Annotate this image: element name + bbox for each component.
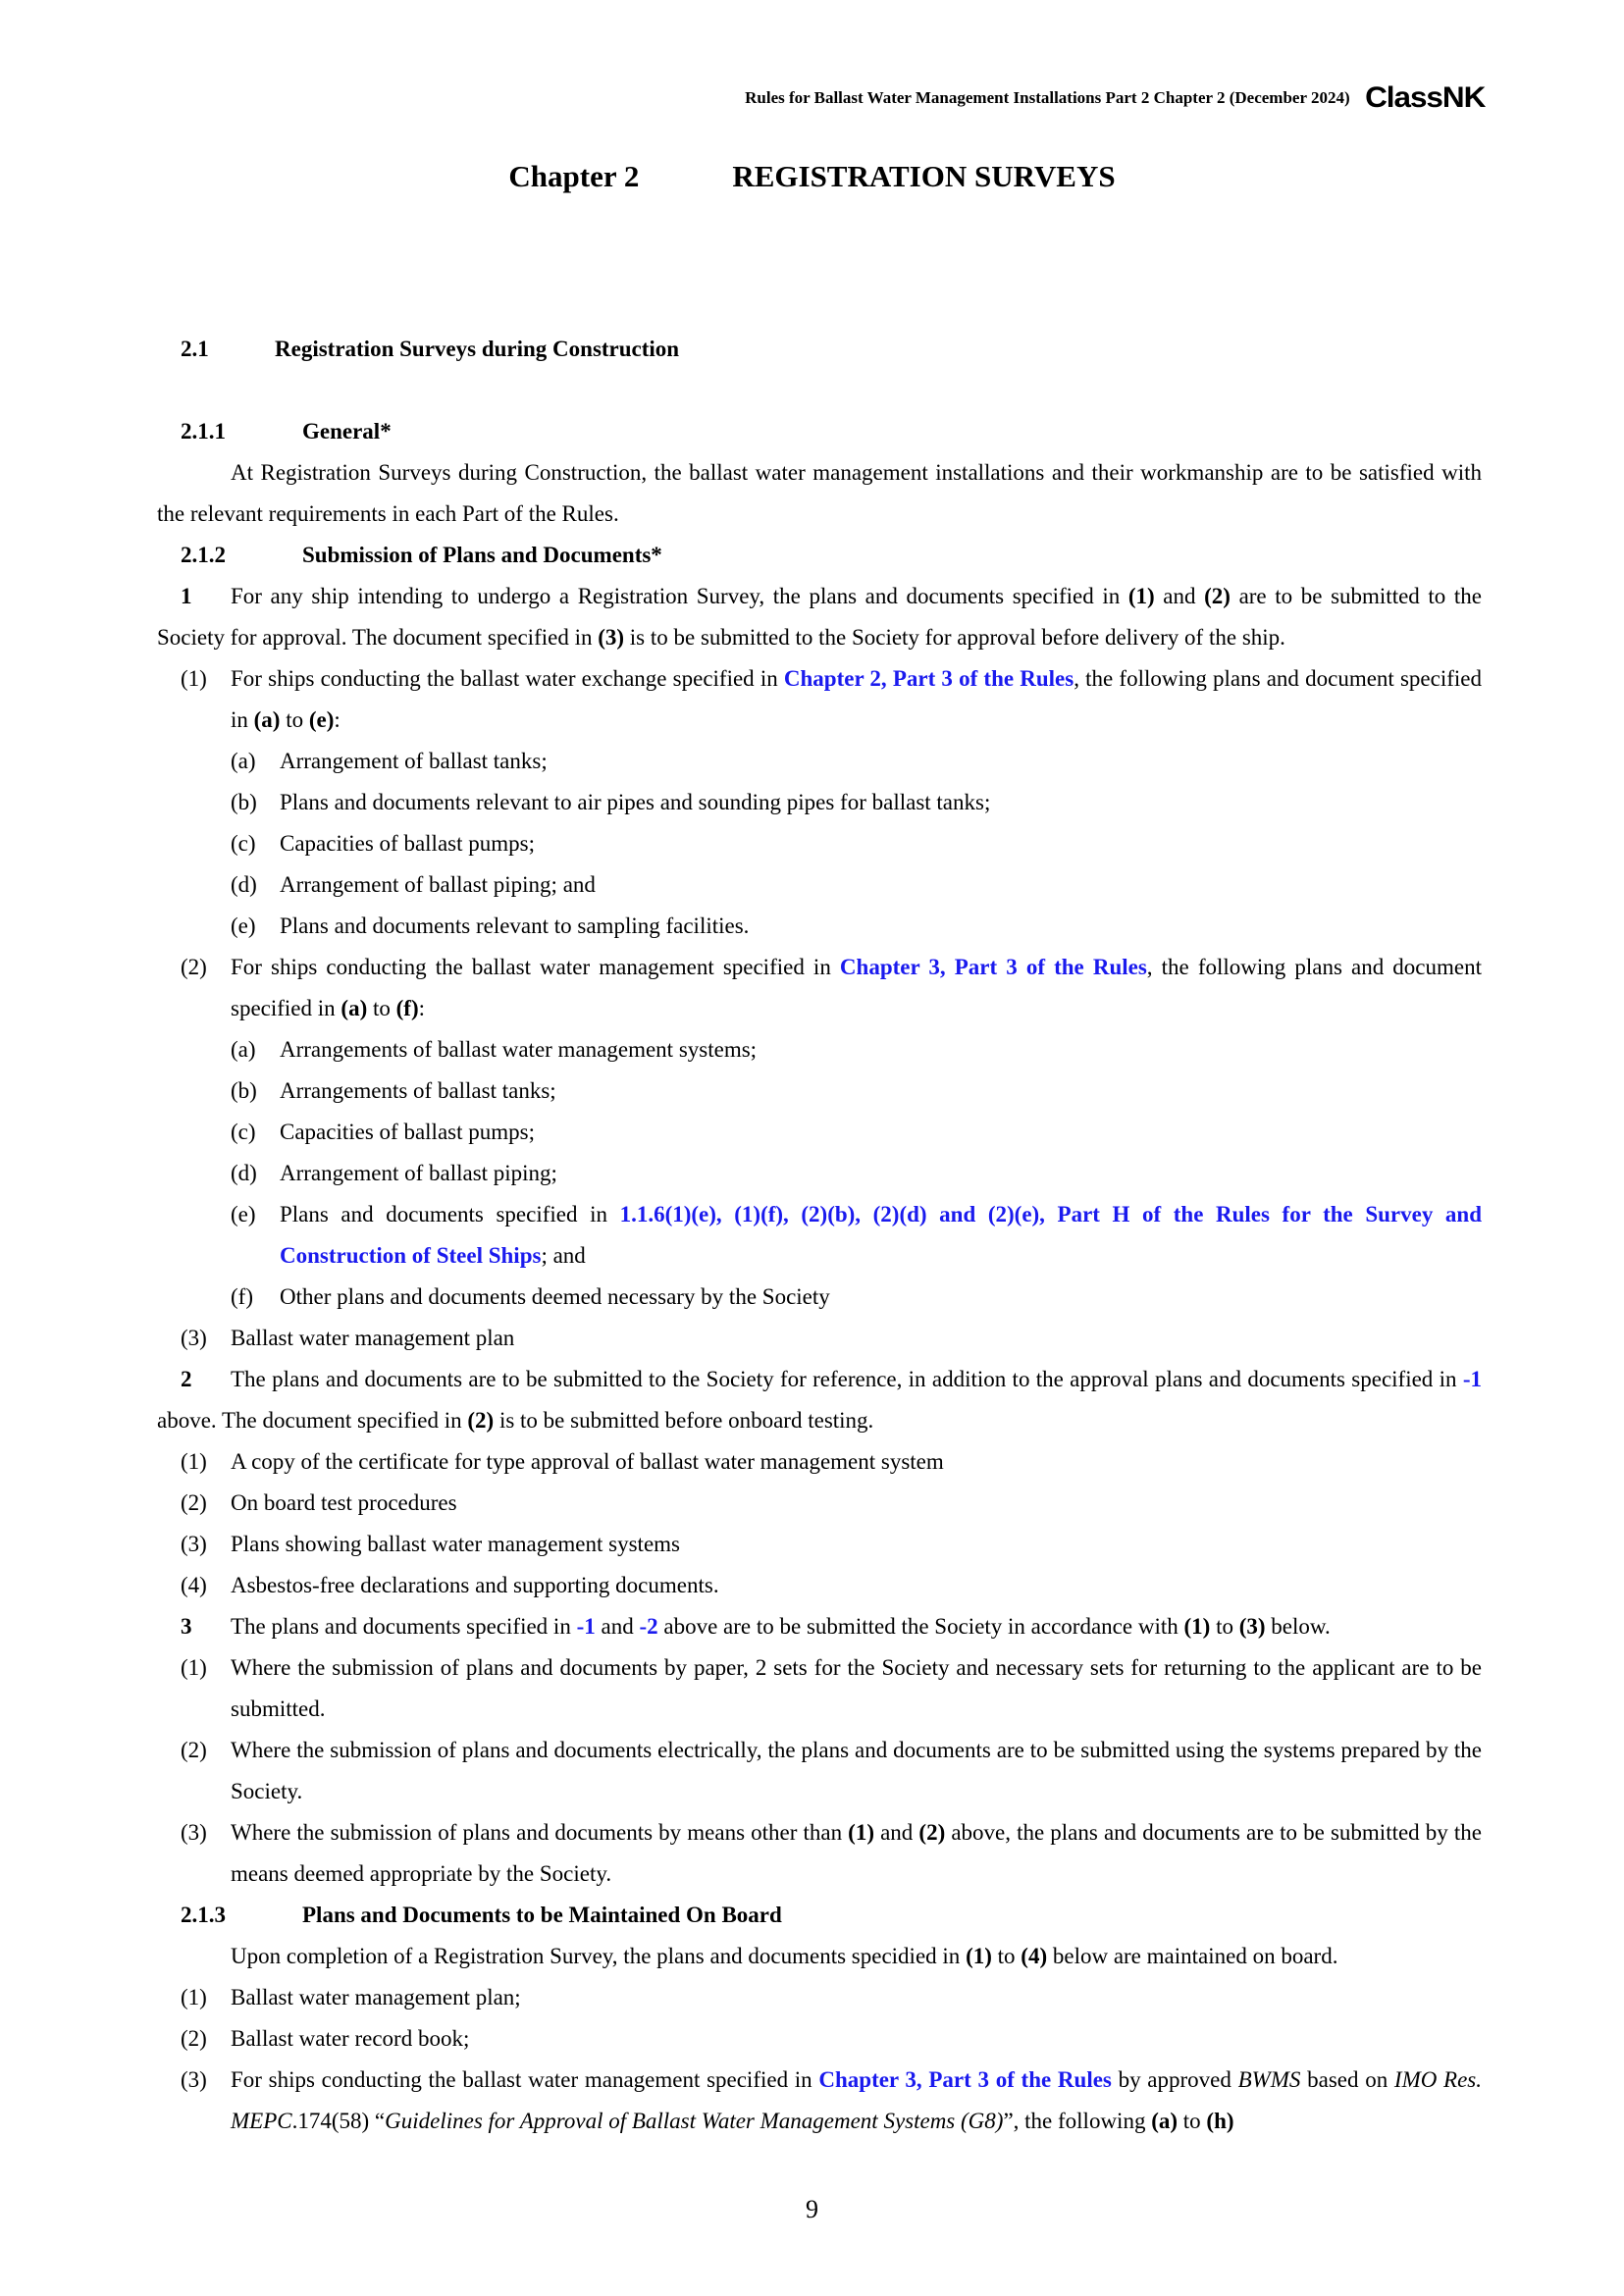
paragraph-general: At Registration Surveys during Construction, the ballast water management installations and their workmanship are to be satisfied with the relevant requirements in each Part of the Rules. bbox=[157, 460, 1482, 526]
classnk-logo: ClassNK bbox=[1364, 81, 1485, 114]
page-number: 9 bbox=[806, 2195, 818, 2223]
list-item: (3) Ballast water management plan bbox=[181, 1326, 515, 1350]
sub-list-item: (d) Arrangement of ballast piping; bbox=[231, 1161, 557, 1185]
list-item: (3) Where the submission of plans and documents by means other than (1) and (2) above, the plans and documents are to be submitted by the means deemed appropriate by the Society. bbox=[181, 1820, 1482, 1886]
list-item: (2) Ballast water record book; bbox=[181, 2026, 470, 2051]
sub-list-item: (e) Plans and documents specified in 1.1.6(1)(e), (1)(f), (2)(b), (2)(d) and (2)(e), Part H of the Rules for the Survey and Construction of Steel Ships; and bbox=[231, 1202, 1483, 1268]
paragraph-number: 1 bbox=[181, 584, 192, 608]
list-item: (4) Asbestos-free declarations and supporting documents. bbox=[181, 1573, 719, 1597]
rule-link[interactable]: 1.1.6(1)(e), (1)(f), (2)(b), (2)(d) and (2)(e), Part H of the Rules for the Survey and Construction of Steel Ships bbox=[280, 1202, 1483, 1268]
list-item: (1) A copy of the certificate for type approval of ballast water management system bbox=[181, 1449, 944, 1474]
section-number: 2.1 bbox=[181, 337, 209, 361]
paragraph-link[interactable]: -1 bbox=[576, 1614, 596, 1639]
subsection-number: 2.1.1 bbox=[181, 419, 226, 444]
subsection-number: 2.1.2 bbox=[181, 543, 226, 567]
subsection-heading-2-1-2 bbox=[181, 535, 1482, 576]
paragraph-link[interactable]: -2 bbox=[639, 1614, 658, 1639]
list-item: (1) Ballast water management plan; bbox=[181, 1985, 521, 2009]
rule-link[interactable]: Chapter 3, Part 3 of the Rules bbox=[839, 955, 1147, 979]
paragraph-number: 2 bbox=[181, 1367, 192, 1391]
subsection-number: 2.1.3 bbox=[181, 1903, 226, 1927]
rule-link[interactable]: Chapter 2, Part 3 of the Rules bbox=[783, 666, 1074, 691]
chapter-heading bbox=[0, 159, 1624, 194]
sub-list-item: (c) Capacities of ballast pumps; bbox=[231, 831, 535, 856]
paragraph-3: 3 The plans and documents specified in -1 and -2 above are to be submitted the Society in accordance with (1) to (3) below. bbox=[157, 1606, 1482, 1647]
sub-list-item: (f) Other plans and documents deemed necessary by the Society bbox=[231, 1284, 830, 1309]
sub-list-item: (b) Plans and documents relevant to air pipes and sounding pipes for ballast tanks; bbox=[231, 790, 991, 814]
paragraph-1: 1 For any ship intending to undergo a Registration Survey, the plans and documents specified in (1) and (2) are to be submitted to the Society for approval. The document specified in (3) is to be submitted to the Society for approval before delivery of the ship. bbox=[157, 576, 1482, 658]
subsection-title: Plans and Documents to be Maintained On Board bbox=[302, 1903, 782, 1927]
running-header bbox=[157, 78, 1485, 118]
paragraph-2: 2 The plans and documents are to be submitted to the Society for reference, in addition to the approval plans and documents specified in -1 above. The document specified in (2) is to be submitted before onboard testing. bbox=[157, 1359, 1482, 1441]
sub-list-item: (a) Arrangement of ballast tanks; bbox=[231, 749, 548, 773]
subsection-title: General* bbox=[302, 419, 392, 444]
paragraph-maintained-intro: Upon completion of a Registration Survey, the plans and documents specidied in (1) to (4) below are maintained on board. bbox=[231, 1944, 1338, 1968]
subsection-heading-2-1-3 bbox=[181, 1895, 1482, 1936]
list-marker: (1) bbox=[181, 666, 207, 691]
list-item: (2) For ships conducting the ballast water management specified in Chapter 3, Part 3 of the Rules, the following plans and document specified in (a) to (f): bbox=[157, 947, 1482, 1029]
paragraph-link[interactable]: -1 bbox=[1462, 1367, 1482, 1391]
list-item: (3) Plans showing ballast water management systems bbox=[181, 1532, 681, 1556]
paragraph-number: 3 bbox=[181, 1614, 192, 1639]
chapter-number: Chapter 2 bbox=[508, 159, 640, 193]
list-item: (2) Where the submission of plans and documents electrically, the plans and documents are to be submitted using the systems prepared by the Society. bbox=[181, 1738, 1482, 1803]
sub-list-item: (a) Arrangements of ballast water management systems; bbox=[231, 1037, 758, 1062]
sub-list-item: (c) Capacities of ballast pumps; bbox=[231, 1120, 535, 1144]
running-title: Rules for Ballast Water Management Installations Part 2 Chapter 2 (December 2024) bbox=[745, 88, 1350, 107]
document-body bbox=[157, 329, 1482, 2142]
section-heading-2-1 bbox=[181, 329, 1482, 370]
list-item: (2) On board test procedures bbox=[181, 1490, 457, 1515]
section-title: Registration Surveys during Construction bbox=[275, 337, 680, 361]
list-item: (1) Where the submission of plans and documents by paper, 2 sets for the Society and necessary sets for returning to the applicant are to be submitted. bbox=[181, 1655, 1482, 1721]
list-item: (3) For ships conducting the ballast water management specified in Chapter 3, Part 3 of the Rules by approved BWMS based on IMO Res. MEPC.174(58) “Guidelines for Approval of Ballast Water Management Systems (G8)”, the following (a) to (h) bbox=[181, 2067, 1483, 2133]
list-item: (1) For ships conducting the ballast water exchange specified in Chapter 2, Part 3 of the Rules, the following plans and document specified in (a) to (e): bbox=[157, 658, 1482, 741]
rule-link[interactable]: Chapter 3, Part 3 of the Rules bbox=[818, 2067, 1112, 2092]
sub-list-item: (e) Plans and documents relevant to sampling facilities. bbox=[231, 913, 750, 938]
sub-list-item: (d) Arrangement of ballast piping; and bbox=[231, 872, 596, 897]
subsection-heading-2-1-1 bbox=[181, 411, 1482, 452]
sub-list-item: (b) Arrangements of ballast tanks; bbox=[231, 1078, 556, 1103]
chapter-title: REGISTRATION SURVEYS bbox=[732, 159, 1116, 193]
subsection-title: Submission of Plans and Documents* bbox=[302, 543, 662, 567]
list-marker: (2) bbox=[181, 955, 207, 979]
